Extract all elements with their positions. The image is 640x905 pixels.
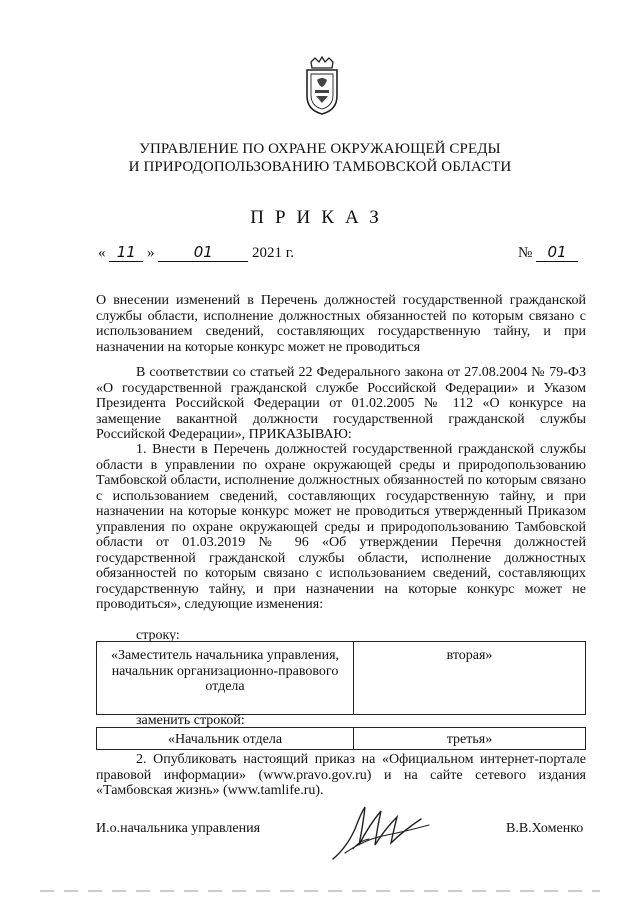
document-title: ПРИКАЗ — [250, 207, 390, 228]
new-row-table — [96, 727, 586, 750]
organization-name-line-1: УПРАВЛЕНИЕ ПО ОХРАНЕ ОКРУЖАЮЩЕЙ СРЕДЫ — [139, 141, 501, 157]
organization-name-line-2: И ПРИРОДОПОЛЬЗОВАНИЮ ТАМБОВСКОЙ ОБЛАСТИ — [128, 159, 512, 175]
preamble-text: В соответствии со статьей 22 Федерального закона от 27.08.2004 № 79-ФЗ «О государственной гражданской службе Российской Федерации» и Указом Президента Российской Федерации от 01.02.2005 № 112 «О конкурсе на замещение вакантной должности государственной гражданской службы Российской Федерации», ПРИКАЗЫВАЮ: — [96, 365, 586, 442]
order-month: 01 — [158, 243, 248, 262]
label-row: строку: — [136, 628, 180, 643]
order-number-label: № — [518, 245, 533, 261]
order-date — [98, 243, 294, 262]
new-category-cell: третья» — [354, 728, 586, 750]
signer-name: В.В.Хоменко — [506, 821, 584, 836]
order-subject-text: О внесении изменений в Перечень должностей государственной гражданской службы области, исполнение должностных обязанностей по которым связано с использованием сведений, составляющих государственную тайну, и при назначении на которые конкурс может не проводиться — [96, 293, 586, 355]
old-position-cell: «Заместитель начальника управления, начальник организационно-правового отдела — [97, 642, 354, 715]
order-number: 01 — [536, 243, 578, 262]
order-number-block — [518, 243, 578, 262]
order-subject — [96, 293, 586, 355]
quote-close: » — [147, 245, 155, 261]
clause-1-text: 1. Внести в Перечень должностей государственной гражданской службы области в управлении по охране окружающей среды и природопользованию Тамбовской области, исполнение должностных обязанностей по которым связано с использованием сведений, составляющих государственную тайну, и при назначении на которые конкурс может не проводиться утвержденный Приказом управления по охране окружающей среды и природопользованию Тамбовской области от 01.03.2019 № 96 «Об утверждении Перечня должностей государственной гражданской службы области, исполнение должностных обязанностей по которым связано с использованием сведений, составляющих государственную тайну, и при назначении на которые конкурс может не проводиться», следующие изменения: — [96, 442, 586, 612]
new-position-cell: «Начальник отдела — [97, 728, 354, 750]
clause-1 — [96, 442, 586, 613]
preamble — [96, 365, 586, 443]
handwritten-signature-icon — [325, 795, 435, 865]
coat-of-arms-icon — [299, 56, 345, 116]
page-bottom-rule — [40, 888, 600, 894]
clause-2 — [96, 752, 586, 799]
quote-open: « — [98, 245, 106, 261]
order-year: 2021 г. — [252, 245, 294, 261]
order-day: 11 — [109, 243, 143, 262]
signer-position: И.о.начальника управления — [96, 821, 261, 836]
old-row-table — [96, 641, 586, 715]
clause-2-text: 2. Опубликовать настоящий приказ на «Официальном интернет-портале правовой информации» (www.pravo.gov.ru) и на сайте сетевого издания «Тамбовская жизнь» (www.tamlife.ru). — [96, 752, 586, 798]
label-replace: заменить строкой: — [136, 713, 245, 728]
table-row — [97, 728, 586, 750]
table-row — [97, 642, 586, 715]
old-category-cell: вторая» — [354, 642, 586, 715]
